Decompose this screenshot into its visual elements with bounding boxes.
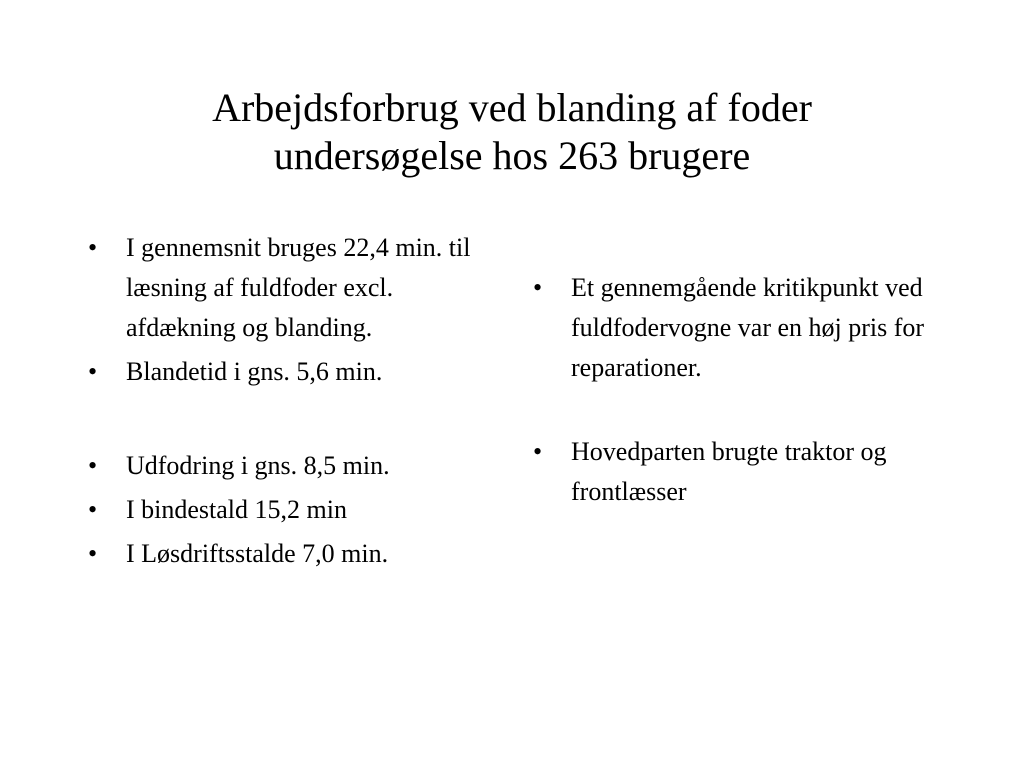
bullet-dot: • <box>88 233 98 262</box>
bullet-dot: • <box>88 451 98 480</box>
bullet-dot: • <box>88 357 98 386</box>
bullet-text: Udfodring i gns. 8,5 min. <box>126 451 390 480</box>
bullet-text: I bindestald 15,2 min <box>126 495 347 524</box>
bullet-text: Blandetid i gns. 5,6 min. <box>126 357 383 386</box>
slide-title <box>60 84 964 180</box>
bullet-text: I gennemsnit bruges 22,4 min. til læsning af fuldfoder excl. afdækning og blanding. <box>126 233 471 342</box>
bullet-text: Et gennemgående kritikpunkt ved fuldfodervogne var en høj pris for reparationer. <box>571 273 925 382</box>
slide-title-line-2: undersøgelse hos 263 brugere <box>273 133 751 178</box>
bullet-dot: • <box>533 273 543 302</box>
bullet-dot: • <box>88 539 98 568</box>
bullet-item <box>88 352 488 392</box>
bullet-dot: • <box>533 437 543 466</box>
bullet-item <box>88 490 488 530</box>
bullet-item <box>533 268 953 388</box>
left-bullet-list <box>88 228 488 574</box>
bullet-text: I Løsdriftsstalde 7,0 min. <box>126 539 389 568</box>
bullet-item <box>88 228 488 348</box>
right-bullet-list <box>533 268 953 512</box>
slide-title-line-1: Arbejdsforbrug ved blanding af foder <box>212 85 812 130</box>
bullet-item <box>88 534 488 574</box>
bullet-item <box>533 432 953 512</box>
bullet-dot: • <box>88 495 98 524</box>
bullet-item <box>88 446 488 486</box>
bullet-text: Hovedparten brugte traktor og frontlæsser <box>571 437 887 506</box>
